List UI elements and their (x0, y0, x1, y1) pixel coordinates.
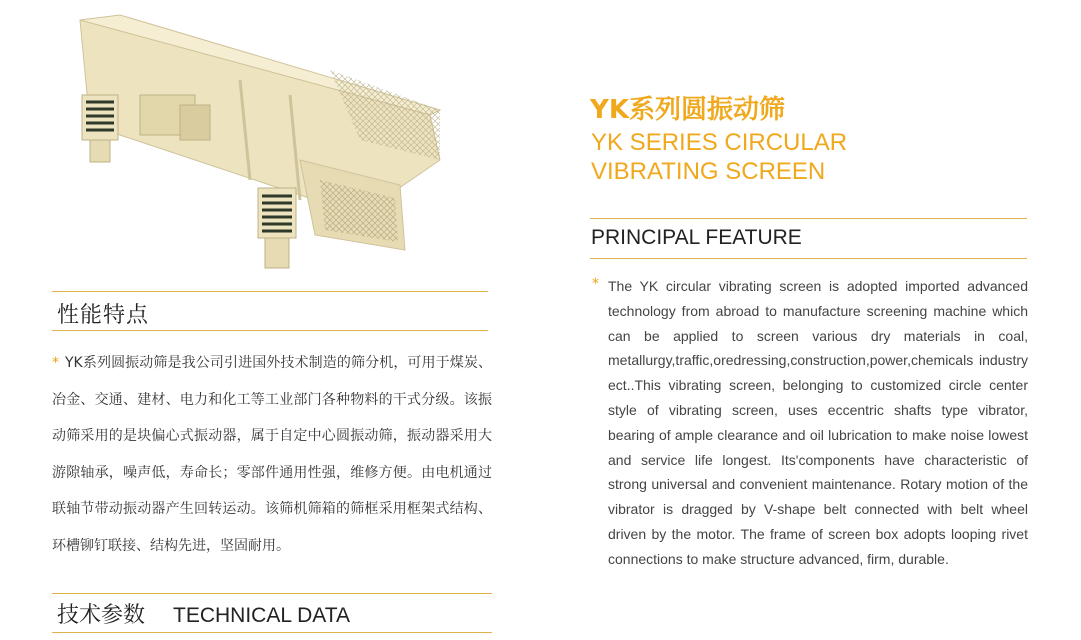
technical-heading-en: TECHNICAL DATA (173, 604, 350, 627)
bullet-star-icon: * (52, 355, 59, 371)
technical-top-rule (52, 593, 492, 594)
vibrating-screen-machine-image (60, 10, 460, 280)
principal-feature-bottom-rule (590, 258, 1027, 259)
bullet-star-icon: * (592, 276, 599, 292)
performance-text: YK系列圆振动筛是我公司引进国外技术制造的筛分机，可用于煤炭、冶金、交通、建材、电力和化工等工业部门各种物料的干式分级。该振动筛采用的是块偏心式振动器，属于自定中心圆振动筛，振动器采用大游隙轴承，噪声低，寿命长；零部件通用性强，维修方便。由电机通过联轴节带动振动器产生回转运动。该筛机筛箱的筛框采用框架式结构、环槽铆钉联接、结构先进，坚固耐用。 (52, 355, 492, 554)
performance-bottom-rule (52, 330, 488, 331)
principal-feature-text: The YK circular vibrating screen is adopted imported advanced technology from abroad to manufacture screening machine which can be applied to screen various dry materials in coal, metallurgy,traffic,oredressing,construction,power,chemicals industry ect..This vibrating screen, belonging to customized circle center style of vibrating screen, uses eccentric shafts type vibrator, bearing of ample clearance and oil lubrication to make noise lowest and service life longest. Its'components have characteristic of strong universal and convenient maintenance. Rotary motion of the vibrator is dragged by V-shape belt connected with belt wheel driven by the motor. The frame of screen box adopts looping rivet connections to make structure advanced, firm, durable. (608, 278, 1028, 567)
product-title-cn: YK系列圆振动筛 (590, 95, 785, 125)
technical-heading (57, 598, 350, 629)
product-title-en-line1: YK SERIES CIRCULAR (591, 129, 848, 156)
technical-bottom-rule (52, 632, 492, 633)
technical-heading-cn: 技术参数 (57, 603, 146, 628)
principal-feature-top-rule (590, 218, 1027, 219)
product-title-en-line2: VIBRATING SCREEN (591, 158, 826, 185)
performance-top-rule (52, 291, 488, 292)
performance-text-block (52, 345, 492, 564)
performance-heading: 性能特点 (57, 303, 150, 328)
product-title-en (591, 128, 847, 186)
principal-feature-heading: PRINCIPAL FEATURE (591, 226, 802, 249)
